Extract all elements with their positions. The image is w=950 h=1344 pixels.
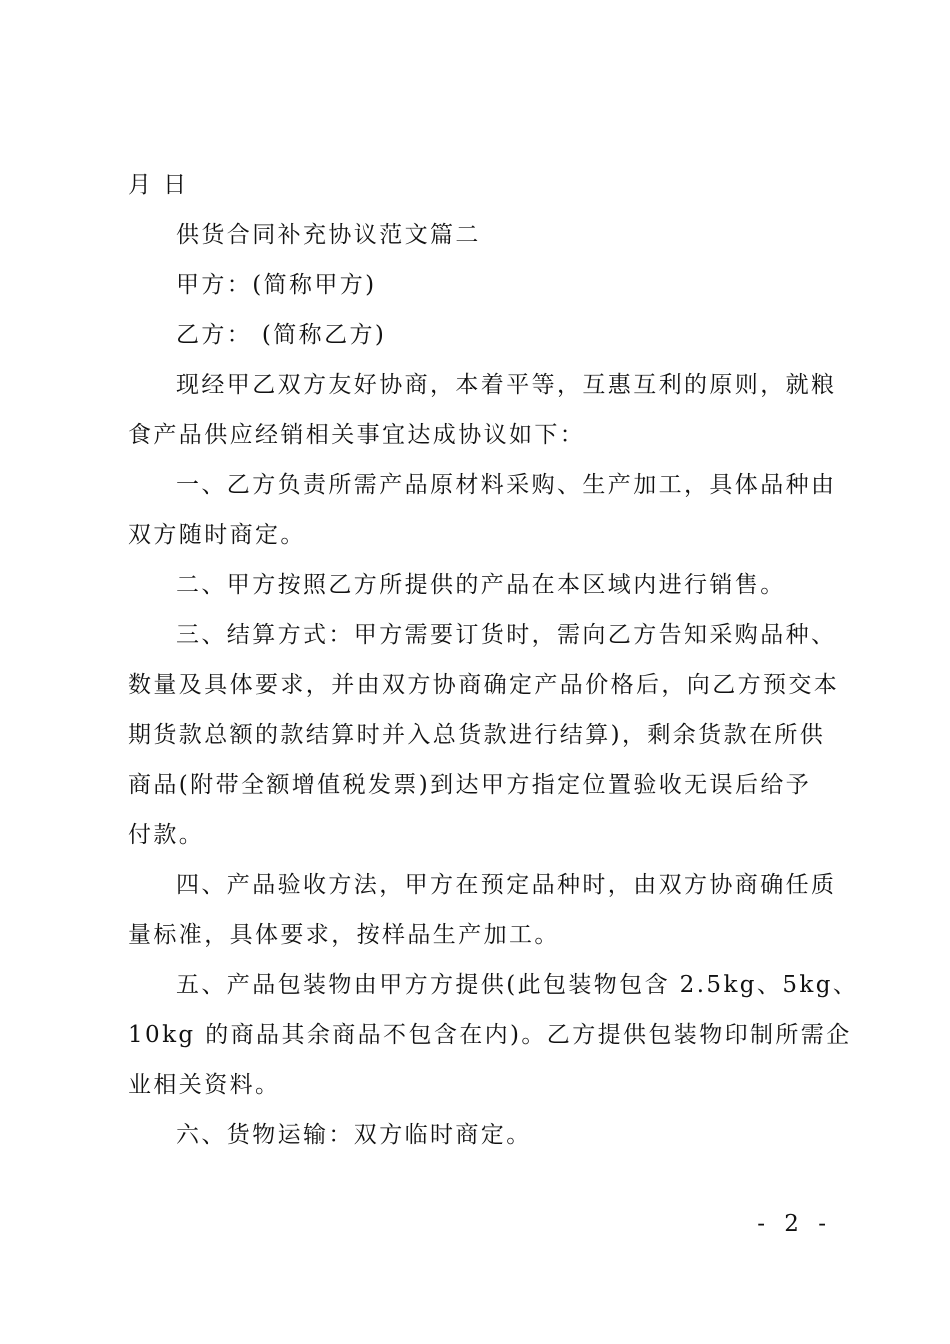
preamble-line-1: 现经甲乙双方友好协商，本着平等，互惠互利的原则，就粮	[176, 372, 837, 398]
clause-4-line-2: 量标准，具体要求，按样品生产加工。	[128, 922, 560, 948]
clause-1-line-1: 一、乙方负责所需产品原材料采购、生产加工，具体品种由	[176, 472, 837, 498]
document-body	[128, 160, 859, 1160]
clause-3-line-4: 商品(附带全额增值税发票)到达甲方指定位置验收无误后给予	[128, 772, 812, 798]
party-a-line: 甲方：(简称甲方)	[176, 272, 377, 298]
document-title: 供货合同补充协议范文篇二	[176, 222, 481, 248]
clause-5-line-1: 五、产品包装物由甲方方提供(此包装物包含 2.5kg、5kg、	[176, 972, 859, 998]
clause-4-line-1: 四、产品验收方法，甲方在预定品种时，由双方协商确任质	[176, 872, 837, 898]
preamble-line-2: 食产品供应经销相关事宜达成协议如下：	[128, 422, 586, 448]
page-number: - 2 -	[757, 1211, 832, 1237]
party-b-line: 乙方： (简称乙方)	[176, 322, 387, 348]
clause-3-line-5: 付款。	[128, 822, 205, 848]
clause-1-line-2: 双方随时商定。	[128, 522, 306, 548]
date-line: 月 日	[128, 172, 189, 198]
clause-2-line-1: 二、甲方按照乙方所提供的产品在本区域内进行销售。	[176, 572, 786, 598]
clause-5-line-2: 10kg 的商品其余商品不包含在内)。乙方提供包装物印制所需企	[128, 1022, 852, 1048]
clause-3-line-1: 三、结算方式：甲方需要订货时，需向乙方告知采购品种、	[176, 622, 837, 648]
clause-6-line-1: 六、货物运输：双方临时商定。	[176, 1122, 532, 1148]
clause-3-line-3: 期货款总额的款结算时并入总货款进行结算)，剩余货款在所供	[128, 722, 826, 748]
clause-5-line-3: 业相关资料。	[128, 1072, 281, 1098]
clause-3-line-2: 数量及具体要求，并由双方协商确定产品价格后，向乙方预交本	[128, 672, 840, 698]
